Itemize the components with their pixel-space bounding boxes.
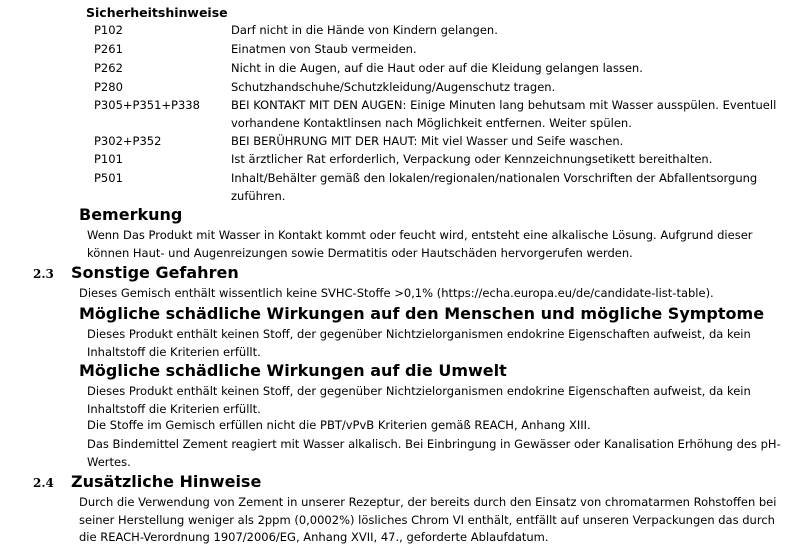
human-effects-heading: Mögliche schädliche Wirkungen auf den Menschen und mögliche Symptome [79,304,765,323]
remark-text: Wenn Das Produkt mit Wasser in Kontakt kommt oder feucht wird, entsteht eine alkalische Lösung. Aufgrund dieser können Haut- und Augenreizungen sowie Dermatitis oder Hautschäden hervorgerufen werden. [87,228,753,260]
safety-heading: Sicherheitshinweise [86,5,228,20]
environment-effects-text: Das Bindemittel Zement reagiert mit Wasser alkalisch. Bei Einbringung in Gewässer oder Kanalisation Erhöhung des pH-Wertes. [87,437,781,469]
environment-effects-text: Die Stoffe im Gemisch erfüllen nicht die PBT/vPvB Kriterien gemäß REACH, Anhang XIII. [87,418,591,432]
human-effects-text: Dieses Produkt enthält keinen Stoff, der gegenüber Nichtzielorganismen endokrine Eigenschaften aufweist, da kein Inhaltstoff die Kriterien erfüllt. [87,327,751,359]
section-number: 2.3 [33,267,54,281]
precaution-code: P280 [94,80,123,94]
precaution-code: P262 [94,61,123,75]
precaution-code: P101 [94,152,123,166]
precaution-code: P305+P351+P338 [94,98,200,112]
precaution-code: P102 [94,23,123,37]
precaution-text: Nicht in die Augen, auf die Haut oder auf die Kleidung gelangen lassen. [231,61,643,75]
precaution-text: Schutzhandschuhe/Schutzkleidung/Augenschutz tragen. [231,80,556,94]
section-number: 2.4 [33,476,54,490]
environment-effects-text: Dieses Produkt enthält keinen Stoff, der gegenüber Nichtzielorganismen endokrine Eigenschaften aufweist, da kein Inhaltstoff die Kriterien erfüllt. [87,384,751,416]
remark-heading: Bemerkung [79,205,183,224]
precaution-text: BEI BERÜHRUNG MIT DER HAUT: Mit viel Wasser und Seife waschen. [231,134,624,148]
precaution-text: Einatmen von Staub vermeiden. [231,42,417,56]
section-text: Durch die Verwendung von Zement in unserer Rezeptur, der bereits durch den Einsatz von chromatarmen Rohstoffen bei seiner Herstellung weniger als 2ppm (0,0002%) lösliches Chrom VI enthält, entfällt auf unseren Verpackungen das durch die REACH-Verordnung 1907/2006/EG, Anhang XVII, 47., geforderte Ablaufdatum. [79,495,777,544]
precaution-code: P501 [94,171,123,185]
precaution-code: P261 [94,42,123,56]
precaution-code: P302+P352 [94,134,162,148]
precaution-text: BEI KONTAKT MIT DEN AUGEN: Einige Minuten lang behutsam mit Wasser ausspülen. Eventuell vorhandene Kontaktlinsen nach Möglichkeit entfernen. Weiter spülen. [231,98,777,130]
environment-effects-heading: Mögliche schädliche Wirkungen auf die Umwelt [79,361,507,380]
section-heading: Zusätzliche Hinweise [71,472,262,491]
precaution-text: Ist ärztlicher Rat erforderlich, Verpackung oder Kennzeichnungsetikett bereithalten. [231,152,713,166]
section-heading: Sonstige Gefahren [71,263,239,282]
precaution-text: Inhalt/Behälter gemäß den lokalen/regionalen/nationalen Vorschriften der Abfallentsorgung zuführen. [231,171,758,203]
section-text: Dieses Gemisch enthält wissentlich keine SVHC-Stoffe >0,1% (https://echa.europa.eu/de/candidate-list-table). [79,286,714,300]
precaution-text: Darf nicht in die Hände von Kindern gelangen. [231,23,498,37]
